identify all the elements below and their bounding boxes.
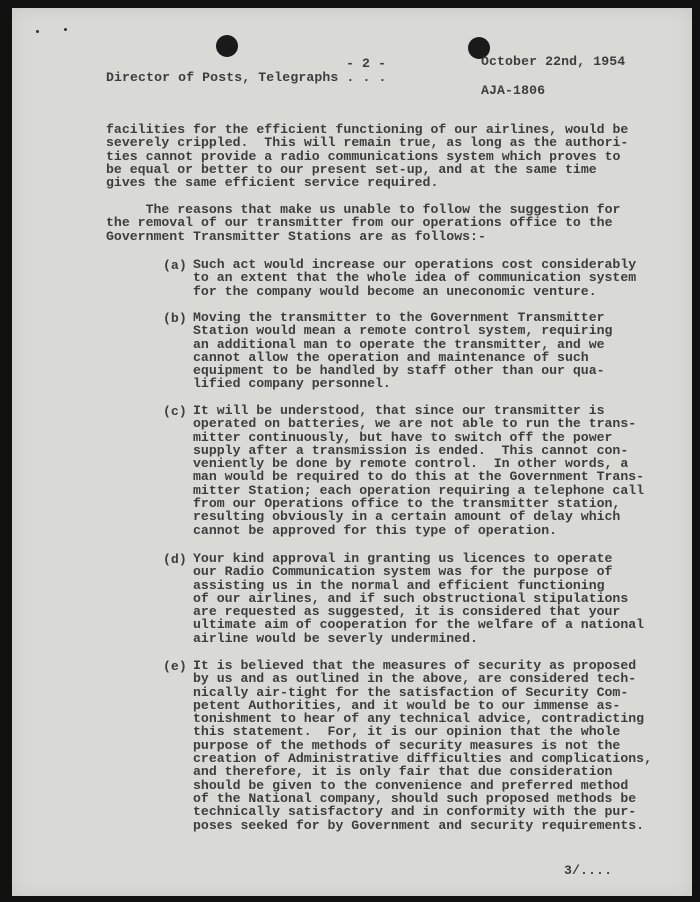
item-label-a: (a) — [163, 258, 187, 273]
item-b-text — [193, 311, 612, 391]
item-label-b: (b) — [163, 311, 187, 326]
item-label-d: (d) — [163, 552, 187, 567]
text-line: Your kind approval in granting us licences to operate — [193, 551, 613, 566]
text-line: technically satisfactory and in conformity with the pur- — [193, 804, 637, 820]
text-line: gives the same efficient service required. — [106, 175, 439, 191]
text-line: resulting obviously in a certain amount of delay which — [193, 509, 621, 525]
text-line: creation of Administrative difficulties and complications, — [193, 751, 652, 767]
item-a-text — [193, 258, 636, 298]
text-line: ties cannot provide a radio communications system which proves to — [106, 148, 621, 164]
text-line: equipment to be handled by staff other than our qua- — [193, 363, 605, 379]
text-line: poses seeked for by Government and security requirements. — [193, 817, 645, 833]
text-line: our Radio Communication system was for the purpose of — [193, 564, 613, 580]
text-line: operated on batteries, we are not able to run the trans- — [193, 416, 637, 432]
text-line: petent Authorities, and it would be to our immense as- — [193, 697, 621, 713]
text-line: of our airlines, and if such obstructional stipulations — [193, 590, 629, 606]
text-line: purpose of the methods of security measures is not the — [193, 737, 621, 753]
text-line: man would be required to do this at the Government Trans- — [193, 469, 645, 485]
reasons-intro — [106, 203, 620, 243]
item-c-text — [193, 404, 644, 537]
item-e-text — [193, 659, 652, 832]
page-number: - 2 - — [346, 56, 387, 71]
text-line: It is believed that the measures of security as proposed — [193, 658, 637, 673]
item-d-text — [193, 552, 644, 645]
punch-hole-left — [216, 35, 238, 57]
item-label-e: (e) — [163, 659, 187, 674]
text-line: assisting us in the normal and efficient functioning — [193, 577, 605, 593]
reference-number: AJA-1806 — [481, 83, 546, 98]
text-line: facilities for the efficient functioning of our airlines, would be — [106, 122, 629, 137]
text-line: airline would be severly undermined. — [193, 630, 478, 646]
text-line: cannot be approved for this type of operation. — [193, 522, 558, 538]
text-line: supply after a transmission is ended. This cannot con- — [193, 442, 629, 458]
letter-date: October 22nd, 1954 — [481, 54, 626, 69]
text-line: are requested as suggested, it is considered that your — [193, 604, 621, 620]
text-line: by us and as outlined in the above, are considered tech- — [193, 671, 637, 687]
text-line: from our Operations office to the transmitter station, — [193, 496, 621, 512]
opening-paragraph — [106, 123, 628, 189]
text-line: ultimate aim of cooperation for the welfare of a national — [193, 617, 645, 633]
ink-speck — [36, 30, 39, 33]
text-line: for the company would become an uneconomic venture. — [193, 283, 597, 299]
text-line: cannot allow the operation and maintenance of such — [193, 349, 589, 365]
text-line: Moving the transmitter to the Government Transmitter — [193, 310, 605, 325]
text-line: be equal or better to our present set-up, and at the same time — [106, 161, 597, 177]
text-line: this statement. For, it is our opinion that the whole — [193, 724, 621, 740]
text-line: an additional man to operate the transmitter, and we — [193, 336, 605, 352]
text-line: lified company personnel. — [193, 376, 391, 392]
ink-speck — [64, 28, 67, 31]
text-line: mitter continuously, but have to switch off the power — [193, 429, 613, 445]
text-line: Station would mean a remote control system, requiring — [193, 323, 613, 339]
text-line: tonishment to hear of any technical advice, contradicting — [193, 711, 645, 727]
text-line: of the National company, should such proposed methods be — [193, 790, 637, 806]
text-line: should be given to the convenience and preferred method — [193, 777, 629, 793]
text-line: and therefore, it is only fair that due consideration — [193, 764, 613, 780]
item-label-c: (c) — [163, 404, 187, 419]
text-line: It will be understood, that since our transmitter is — [193, 403, 605, 418]
text-line: the removal of our transmitter from our operations office to the — [106, 215, 613, 231]
text-line: Government Transmitter Stations are as follows:- — [106, 228, 486, 244]
text-line: veniently be done by remote control. In other words, a — [193, 456, 629, 472]
recipient-line: Director of Posts, Telegraphs . . . — [106, 70, 387, 85]
text-line: Such act would increase our operations cost considerably — [193, 257, 637, 272]
text-line: to an extent that the whole idea of communication system — [193, 270, 637, 286]
continuation-marker: 3/.... — [564, 863, 613, 878]
text-line: mitter Station; each operation requiring a telephone call — [193, 482, 645, 498]
text-line: The reasons that make us unable to follow the suggestion for — [106, 202, 621, 217]
text-line: nically air-tight for the satisfaction of Security Com- — [193, 684, 629, 700]
text-line: severely crippled. This will remain true, as long as the authori- — [106, 135, 629, 151]
